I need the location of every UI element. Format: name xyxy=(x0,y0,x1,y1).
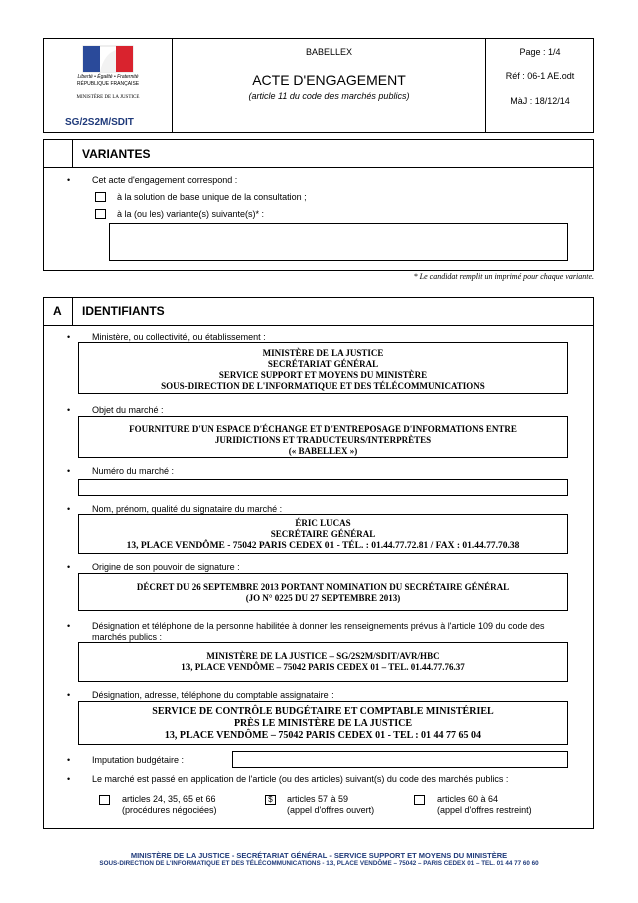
logo-motto: Liberté • Égalité • Fraternité xyxy=(77,74,139,80)
identifiants-letter-divider xyxy=(72,297,73,325)
base-solution-checkbox[interactable] xyxy=(95,192,106,202)
ministere-line: SOUS-DIRECTION DE L'INFORMATIQUE ET DES TÉLÉCOMMUNICATIONS xyxy=(161,381,485,391)
bullet: • xyxy=(67,755,71,765)
comptable-line: PRÈS LE MINISTÈRE DE LA JUSTICE xyxy=(233,718,413,729)
document-subtitle: (article 11 du code des marchés publics) xyxy=(248,91,410,101)
bullet: • xyxy=(67,466,71,476)
dept-code: SG/2S2M/SDIT xyxy=(65,117,134,128)
objet-label: Objet du marché : xyxy=(92,405,164,415)
variantes-note: * Le candidat remplit un imprimé pour chaque variante. xyxy=(413,272,594,281)
ministere-line: SECRÉTARIAT GÉNÉRAL xyxy=(267,359,379,369)
comptable-field[interactable] xyxy=(78,701,568,745)
checkbox-mark: $ xyxy=(268,795,273,804)
article-line: articles 60 à 64 xyxy=(437,794,499,804)
signataire-line: 13, PLACE VENDÔME - 75042 PARIS CEDEX 01 - TÉL. : 01.44.77.72.81 / FAX : 01.44.77.70.38 xyxy=(126,541,520,551)
article-checkbox-negociees[interactable] xyxy=(99,795,110,805)
logo-ministry: MINISTÈRE DE LA JUSTICE xyxy=(76,95,140,100)
article-line: articles 57 à 59 xyxy=(287,794,349,804)
footer-line-2: SOUS-DIRECTION DE L'INFORMATIQUE ET DES TÉLÉCOMMUNICATIONS - 13, PLACE VENDÔME – 75042 – PARIS CEDEX 01 – TEL. 01 44 77 60 60 xyxy=(99,860,539,867)
signataire-label: Nom, prénom, qualité du signataire du marché : xyxy=(92,504,283,514)
signataire-line: ÉRIC LUCAS xyxy=(295,518,351,528)
article-label: Le marché est passé en application de l'article (ou des articles) suivant(s) du code des marchés publics : xyxy=(92,774,509,784)
objet-line: JURIDICTIONS ET TRADUCTEURS/INTERPRÈTES xyxy=(214,435,432,445)
ministere-label: Ministère, ou collectivité, ou établissement : xyxy=(92,332,266,342)
page-number: Page : 1/4 xyxy=(519,47,561,57)
designation-line: MINISTÈRE DE LA JUSTICE – SG/2S2M/SDIT/AVR/HBC xyxy=(206,651,440,661)
numero-label: Numéro du marché : xyxy=(92,466,175,476)
signataire-field[interactable] xyxy=(78,514,568,554)
bullet: • xyxy=(67,332,71,342)
article-line: (appel d'offres ouvert) xyxy=(287,805,375,815)
footer-line-1: MINISTÈRE DE LA JUSTICE - SECRÉTARIAT GÉNÉRAL - SERVICE SUPPORT ET MOYENS DU MINISTÈRE xyxy=(130,851,508,860)
variante-checkbox[interactable] xyxy=(95,209,106,219)
flag-icon xyxy=(70,44,146,74)
article-line: articles 24, 35, 65 et 66 xyxy=(122,794,216,804)
identifiants-title: IDENTIFIANTS xyxy=(82,304,165,318)
variantes-letter-divider xyxy=(72,139,73,167)
base-solution-label: à la solution de base unique de la consultation ; xyxy=(117,192,307,202)
comptable-line: 13, PLACE VENDÔME – 75042 PARIS CEDEX 01 - TEL : 01 44 77 65 04 xyxy=(164,730,482,741)
article-option-restreint xyxy=(437,794,532,816)
doc-reference: Réf : 06-1 AE.odt xyxy=(505,71,575,81)
project-name: BABELLEX xyxy=(305,47,353,57)
bullet: • xyxy=(67,175,71,185)
origine-line: DÉCRET DU 26 SEPTEMBRE 2013 PORTANT NOMINATION DU SECRÉTAIRE GÉNÉRAL xyxy=(136,582,510,592)
objet-line: FOURNITURE D'UN ESPACE D'ÉCHANGE ET D'ENTREPOSAGE D'INFORMATIONS ENTRE xyxy=(129,424,517,434)
identifiants-header-line xyxy=(43,325,594,326)
ministry-logo xyxy=(70,44,146,110)
comptable-line: SERVICE DE CONTRÔLE BUDGÉTAIRE ET COMPTABLE MINISTÉRIEL xyxy=(152,706,494,717)
origine-label: Origine de son pouvoir de signature : xyxy=(92,562,240,572)
article-checkbox-ouvert[interactable] xyxy=(265,795,276,805)
ministere-line: MINISTÈRE DE LA JUSTICE xyxy=(262,348,384,358)
bullet: • xyxy=(67,562,71,572)
article-option-ouvert xyxy=(287,794,374,816)
designation-label: Désignation et téléphone de la personne habilitée à donner les renseignements prévus à l'article 109 du code des marchés publics : xyxy=(92,621,545,642)
origine-line: (JO N° 0225 DU 27 SEPTEMBRE 2013) xyxy=(245,593,401,603)
document-title: ACTE D'ENGAGEMENT xyxy=(252,72,406,88)
bullet: • xyxy=(67,774,71,784)
objet-field[interactable] xyxy=(78,416,568,458)
article-line: (procédures négociées) xyxy=(122,805,217,815)
designation-field[interactable] xyxy=(78,642,568,682)
section-letter: A xyxy=(53,304,62,318)
bullet: • xyxy=(67,621,71,631)
update-date: MàJ : 18/12/14 xyxy=(510,96,570,106)
variantes-title: VARIANTES xyxy=(82,147,151,161)
imputation-label: Imputation budgétaire : xyxy=(92,755,185,765)
ministere-field[interactable] xyxy=(78,342,568,394)
article-checkbox-restreint[interactable] xyxy=(414,795,425,805)
logo-country: RÉPUBLIQUE FRANÇAISE xyxy=(76,81,140,87)
bullet: • xyxy=(67,405,71,415)
variantes-intro: Cet acte d'engagement correspond : xyxy=(92,175,238,185)
imputation-field[interactable] xyxy=(232,751,568,768)
designation-line: 13, PLACE VENDÔME – 75042 PARIS CEDEX 01 – TEL. 01.44.77.76.37 xyxy=(181,662,465,672)
comptable-label: Désignation, adresse, téléphone du comptable assignataire : xyxy=(92,690,334,700)
signataire-line: SECRÉTAIRE GÉNÉRAL xyxy=(270,529,376,539)
article-option-negociees xyxy=(122,794,217,816)
bullet: • xyxy=(67,690,71,700)
ministere-line: SERVICE SUPPORT ET MOYENS DU MINISTÈRE xyxy=(218,370,428,380)
variante-label: à la (ou les) variante(s) suivante(s)* : xyxy=(117,209,265,219)
origine-field[interactable] xyxy=(78,573,568,611)
variante-input[interactable] xyxy=(109,223,568,261)
numero-field[interactable] xyxy=(78,479,568,496)
bullet: • xyxy=(67,504,71,514)
article-line: (appel d'offres restreint) xyxy=(437,805,532,815)
variantes-header-line xyxy=(43,167,594,168)
objet-line: (« BABELLEX ») xyxy=(288,446,358,456)
